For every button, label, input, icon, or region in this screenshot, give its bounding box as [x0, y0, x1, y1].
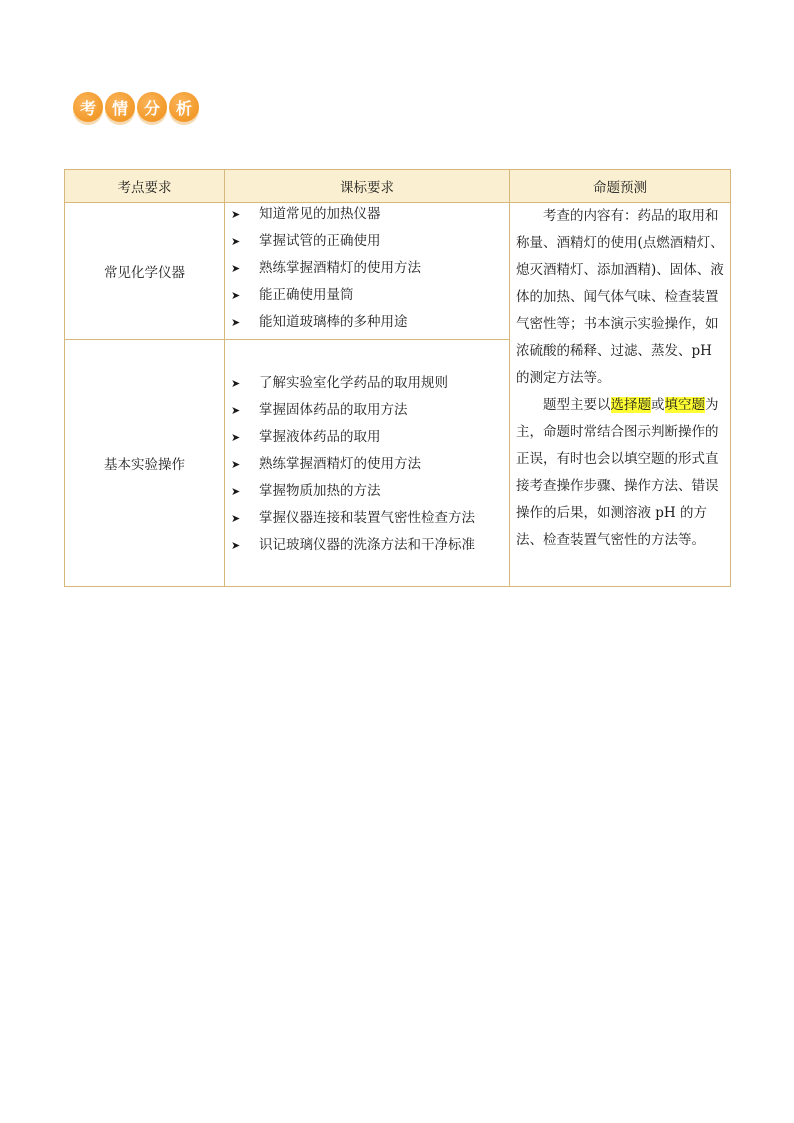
analysis-table	[64, 169, 731, 587]
arrow-bullet-icon: ➤	[231, 512, 241, 525]
arrow-bullet-icon: ➤	[231, 235, 241, 248]
list-item: ➤ 熟练掌握酒精灯的使用方法	[231, 257, 509, 284]
prediction-cell	[510, 203, 731, 587]
list-item: ➤ 能知道玻璃棒的多种用途	[231, 311, 509, 338]
table-header-row	[65, 170, 731, 203]
header-point: 考点要求	[65, 170, 225, 203]
section-badge	[73, 92, 199, 122]
arrow-bullet-icon: ➤	[231, 458, 241, 471]
list-item: ➤ 知道常见的加热仪器	[231, 203, 509, 230]
requirements-list	[225, 372, 509, 561]
arrow-bullet-icon: ➤	[231, 431, 241, 444]
requirements-list	[225, 203, 509, 338]
list-item: ➤ 掌握物质加热的方法	[231, 480, 509, 507]
highlight-fill: 填空题	[664, 397, 705, 413]
badge-char: 析	[169, 92, 199, 122]
list-item: ➤ 掌握仪器连接和装置气密性检查方法	[231, 507, 509, 534]
list-item: ➤ 掌握液体药品的取用	[231, 426, 509, 453]
list-item: ➤ 了解实验室化学药品的取用规则	[231, 372, 509, 399]
table-row	[65, 203, 731, 340]
list-item: ➤ 能正确使用量筒	[231, 284, 509, 311]
prediction-paragraph-2: 题型主要以选择题或填空题为主，命题时常结合图示判断操作的正误，有时也会以填空题的形式直接考查操作步骤、操作方法、错误操作的后果，如测溶液 pH 的方法、检查装置气密性的方法等。	[516, 397, 719, 548]
arrow-bullet-icon: ➤	[231, 316, 241, 329]
badge-char: 情	[105, 92, 135, 122]
arrow-bullet-icon: ➤	[231, 377, 241, 390]
arrow-bullet-icon: ➤	[231, 539, 241, 552]
requirements-cell	[225, 340, 510, 587]
header-requirements: 课标要求	[225, 170, 510, 203]
arrow-bullet-icon: ➤	[231, 404, 241, 417]
requirements-cell	[225, 203, 510, 340]
list-item: ➤ 掌握固体药品的取用方法	[231, 399, 509, 426]
prediction-paragraph-1: 考查的内容有：药品的取用和称量、酒精灯的使用(点燃酒精灯、熄灭酒精灯、添加酒精)、固体、液体的加热、闻气体气味、检查装置气密性等；书本演示实验操作，如浓硫酸的稀释、过滤、蒸发、pH 的测定方法等。	[516, 208, 724, 386]
point-cell: 基本实验操作	[65, 340, 225, 587]
list-item: ➤ 识记玻璃仪器的洗涤方法和干净标准	[231, 534, 509, 561]
badge-char: 考	[73, 92, 103, 122]
highlight-choice: 选择题	[610, 397, 651, 413]
list-item: ➤ 掌握试管的正确使用	[231, 230, 509, 257]
arrow-bullet-icon: ➤	[231, 289, 241, 302]
arrow-bullet-icon: ➤	[231, 262, 241, 275]
header-prediction: 命题预测	[510, 170, 731, 203]
arrow-bullet-icon: ➤	[231, 485, 241, 498]
list-item: ➤ 熟练掌握酒精灯的使用方法	[231, 453, 509, 480]
point-cell: 常见化学仪器	[65, 203, 225, 340]
arrow-bullet-icon: ➤	[231, 208, 241, 221]
badge-char: 分	[137, 92, 167, 122]
